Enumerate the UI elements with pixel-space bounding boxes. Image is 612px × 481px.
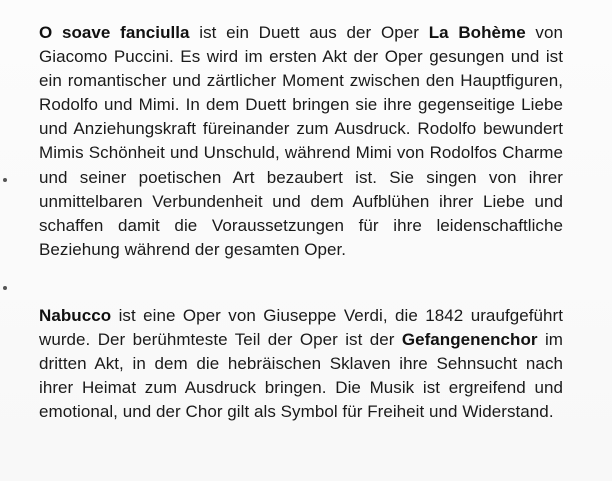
paragraph-text: ist eine Oper von Giuseppe Verdi, die 1842 uraufgeführt wurde. Der berühmteste Teil der Oper ist der xyxy=(39,306,563,350)
margin-dot xyxy=(3,286,7,290)
paragraph-text: ist ein Duett aus der Oper xyxy=(189,23,429,42)
margin-dot xyxy=(3,178,7,182)
paragraph-nabucco xyxy=(39,304,563,424)
aria-title: O soave fanciulla xyxy=(39,23,190,42)
opera-title: La Bohème xyxy=(428,23,526,42)
paragraph-la-boheme xyxy=(39,21,563,262)
paragraph-text: von Giacomo Puccini. Es wird im ersten Akt der Oper gesungen und ist ein romantischer und zärtlicher Moment zwischen den Hauptfiguren, Rodolfo und Mimi. In dem Duett bringen sie ihre gegenseitige Liebe und Anziehungskraft füreinander zum Ausdruck. Rodolfo bewundert Mimis Schönheit und Unschuld, während Mimi von Rodolfos Charme und seiner poetischen Art bezaubert ist. Sie singen von ihrer unmittelbaren Verbundenheit und dem Aufblühen ihrer Liebe und schaffen damit die Voraussetzungen für ihre leidenschaftliche Beziehung während der gesamten Oper. xyxy=(39,23,563,259)
chorus-title: Gefangenenchor xyxy=(401,330,538,350)
paragraph-text: im dritten Akt, in dem die hebräischen Sklaven ihre Sehnsucht nach ihrer Heimat zum Ausdruck bringen. Die Musik ist ergreifend und emotional, und der Chor gilt als Symbol für Freiheit und Widerstand. xyxy=(39,330,563,422)
opera-title: Nabucco xyxy=(39,306,112,325)
